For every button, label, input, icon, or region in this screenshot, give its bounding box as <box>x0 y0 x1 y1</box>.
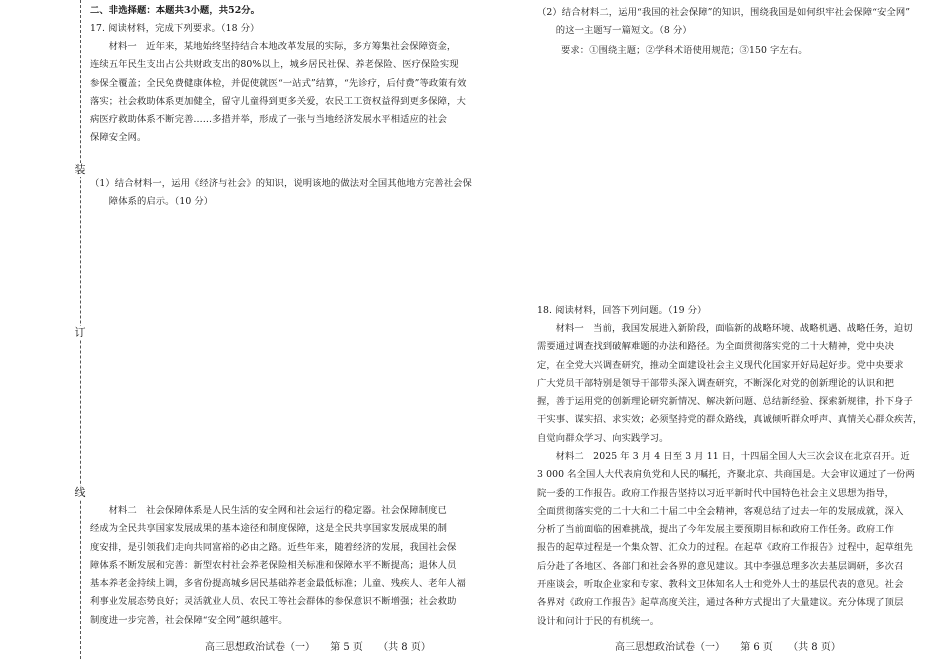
material-line: 材料一 近年来，某地始终坚持结合本地改革发展的实际，多方筹集社会保障资金， <box>108 41 457 52</box>
material-line: 报告的起草过程是一个集众智、汇众力的过程。在起草《政府工作报告》过程中，起草组先 <box>537 542 913 554</box>
footer-title: 高三思想政治试卷（一） <box>615 642 725 653</box>
question-1 <box>90 175 472 212</box>
footer-page: 第 5 页 <box>330 642 363 653</box>
q18-title: 18. 阅读材料，回答下列问题。（19 分） <box>537 305 707 316</box>
material-line: 后分赴了各地区、各部门和社会各界的意见建议。其中李强总理多次去基层调研，多次召 <box>537 560 904 572</box>
footer-total: （共 8 页） <box>378 642 431 653</box>
footer-page: 第 6 页 <box>740 642 773 653</box>
page-footer <box>205 638 443 653</box>
material-2-block <box>90 502 466 630</box>
material-line: 开座谈会，听取企业家和专家、教科文卫体知名人士和党外人士的基层代表的意见。社会 <box>537 579 904 591</box>
question-line: 障体系的启示。（10 分） <box>90 196 214 208</box>
material-line: 设计和问计于民的有机统一。 <box>537 615 660 627</box>
material-line: 自觉向群众学习、向实践学习。 <box>537 432 669 444</box>
material-line: 院一委的工作报告。政府工作报告坚持以习近平新时代中国特色社会主义思想为指导， <box>537 487 895 499</box>
material-line: 广大党员干部特别是领导干部带头深入调查研究，不断深化对党的创新理论的认识和把 <box>537 377 895 389</box>
material-line: 各界对《政府工作报告》起草高度关注，通过各种方式提出了大量建议。充分体现了顶层 <box>537 597 904 609</box>
footer-title: 高三思想政治试卷（一） <box>205 642 315 653</box>
footer-total: （共 8 页） <box>788 642 841 653</box>
section-title: 二、非选择题：本题共3小题，共52分。 <box>90 5 261 16</box>
material-line: 经成为全民共享国家发展成果的基本途径和制度保障，这是全民共享国家发展成果的制 <box>90 523 448 535</box>
material-line: 连续五年民生支出占公共财政支出的80%以上，城乡居民社保、养老保险、医疗保险实现 <box>90 59 459 71</box>
material-1-block <box>537 320 922 448</box>
material-line: 保障安全网。 <box>90 132 147 144</box>
question-2 <box>537 4 910 41</box>
question-line: （1）结合材料一，运用《经济与社会》的知识，说明该地的做法对全国其他地方完善社会保 <box>90 178 472 189</box>
material-line: 病医疗救助体系不断完善……多措并举，形成了一张与当地经济发展水平相适应的社会 <box>90 114 448 126</box>
material-line: 分析了当前面临的困难挑战，提出了今年发展主要预期目标和政府工作任务。政府工作 <box>537 524 895 536</box>
material-line: 障体系不断发展和完善：新型农村社会养老保险相关标准和保障水平不断提高；退休人员 <box>90 559 457 571</box>
material-line: 定，在全党大兴调查研究，推动全面建设社会主义现代化国家开好局起好步。党中央要求 <box>537 359 904 371</box>
question-line: （2）结合材料二，运用“我国的社会保障”的知识，围绕我国是如何织牢社会保障“安全网” <box>537 7 911 18</box>
material-line: 握，善于运用党的创新理论研究新情况、解决新问题、总结新经验、探索新规律，扑下身子 <box>537 396 913 408</box>
q17-title: 17. 阅读材料，完成下列要求。（18 分） <box>90 23 260 34</box>
binding-char-ding: 订 <box>70 326 90 340</box>
material-line: 落实；社会救助体系更加健全，留守儿童得到更多关爱，农民工工资权益得到更多保障，大 <box>90 95 466 107</box>
page-footer <box>615 638 853 653</box>
material-line: 制度进一步完善，社会保障“安全网”越织越牢。 <box>90 614 288 626</box>
material-1-block <box>90 38 467 148</box>
right-page <box>475 0 950 659</box>
material-line: 全面贯彻落实党的二十大和二十届二中全会精神，客观总结了过去一年的发展成就，深入 <box>537 505 904 517</box>
question-line: 的这一主题写一篇短文。（8 分） <box>537 25 692 37</box>
requirements: 要求：①围绕主题；②学科术语使用规范；③150 字左右。 <box>561 45 808 56</box>
binding-char-zhuang: 装 <box>70 163 90 177</box>
material-line: 材料二 社会保障体系是人民生活的安全网和社会运行的稳定器。社会保障制度已 <box>108 505 447 516</box>
material-line: 3 000 名全国人大代表肩负党和人民的嘱托，齐聚北京、共商国是。大会审议通过了一份两 <box>537 469 915 481</box>
material-line: 干实事、谋实招、求实效；必须坚持党的群众路线，真诚倾听群众呼声、真情关心群众疾苦， <box>537 414 923 426</box>
material-line: 度安排，是引领我们走向共同富裕的必由之路。近些年来，随着经济的发展，我国社会保 <box>90 541 457 553</box>
material-line: 材料二 2025 年 3 月 4 日至 3 月 11 日，十四届全国人大三次会议在北京召开。近 <box>555 451 910 462</box>
material-line: 需要通过调查找到破解难题的办法和路径。为全面贯彻落实党的二十大精神，党中央决 <box>537 341 895 353</box>
binding-char-xian: 线 <box>70 486 90 500</box>
material-line: 基本养老金持续上调，多省份提高城乡居民基础养老金最低标准；儿童、残疾人、老年人福 <box>90 578 466 590</box>
material-line: 材料一 当前，我国发展进入新阶段，面临新的战略环境、战略机遇、战略任务，迫切 <box>555 323 913 334</box>
material-line: 利事业发展态势良好；灵活就业人员、农民工等社会群体的参保意识不断增强；社会救助 <box>90 596 457 608</box>
material-line: 参保全覆盖；全民免费健康体检，并促使就医“一站式”结算，“先诊疗，后付费”等政策有效 <box>90 77 467 89</box>
material-2-block <box>537 448 915 631</box>
